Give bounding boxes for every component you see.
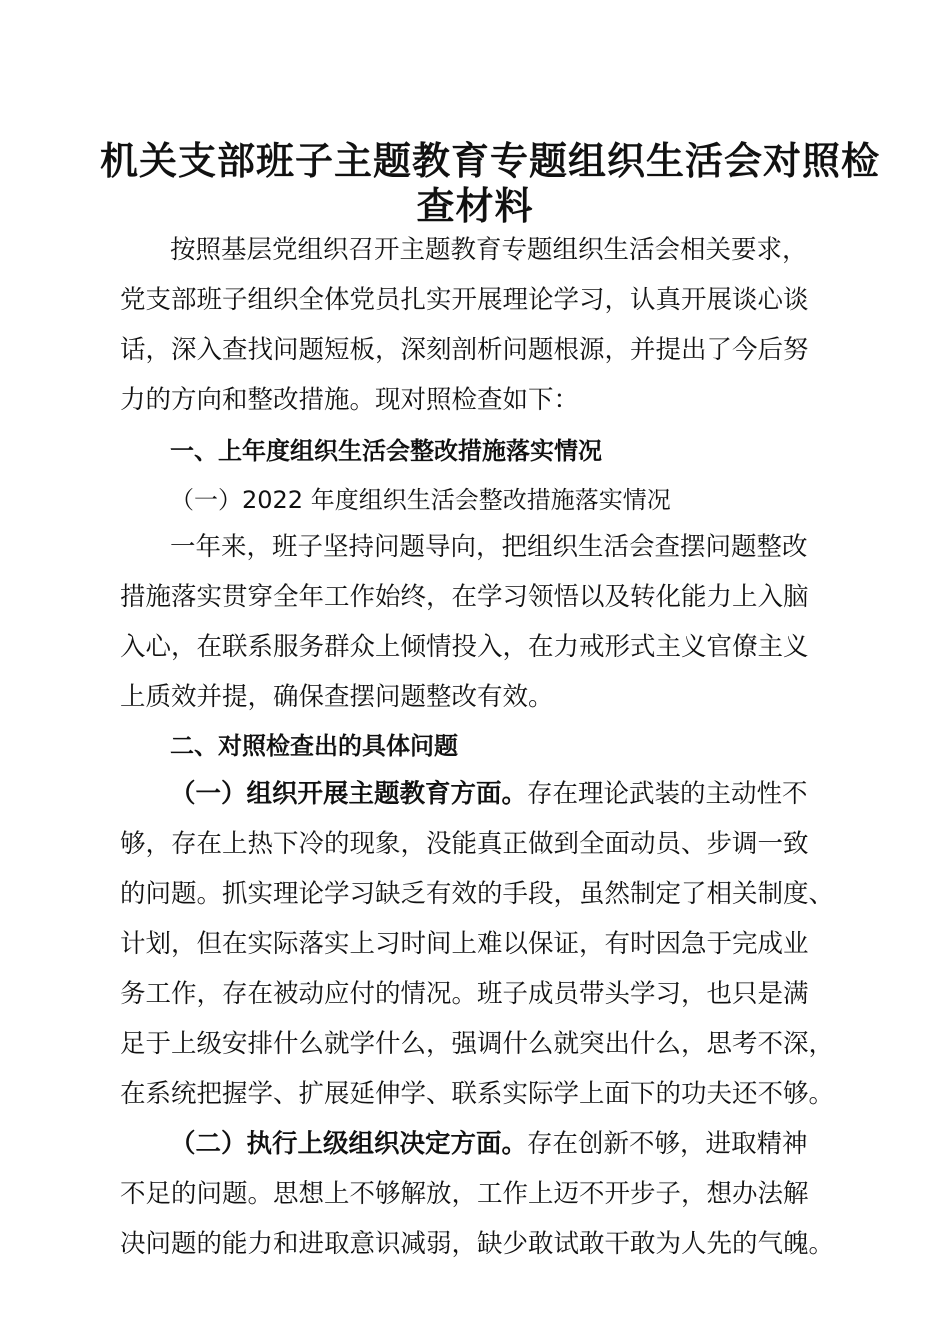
item-1-line-6: 足于上级安排什么就学什么，强调什么就突出什么，思考不深， xyxy=(120,1029,835,1059)
intro-line-2: 党支部班子组织全体党员扎实开展理论学习，认真开展谈心谈 xyxy=(120,285,809,315)
item-2-lead: （二）执行上级组织决定方面。 xyxy=(170,1129,528,1159)
section-1-line-1: 一年来，班子坚持问题导向，把组织生活会查摆问题整改 xyxy=(170,532,808,562)
item-1-line-4: 计划，但在实际落实上习时间上难以保证，有时因急于完成业 xyxy=(120,929,809,959)
intro-line-4: 力的方向和整改措施。现对照检查如下： xyxy=(120,385,580,415)
item-2-line-3: 决问题的能力和进取意识减弱，缺少敢试敢干敢为人先的气魄。 xyxy=(120,1229,835,1259)
section-1-subheading: （一）2022 年度组织生活会整改措施落实情况 xyxy=(170,486,671,514)
section-1-line-3: 入心，在联系服务群众上倾情投入，在力戒形式主义官僚主义 xyxy=(120,632,809,662)
section-1-line-4: 上质效并提，确保查摆问题整改有效。 xyxy=(120,682,554,712)
section-1-line-2: 措施落实贯穿全年工作始终，在学习领悟以及转化能力上入脑 xyxy=(120,582,809,612)
item-1-first-rest: 存在理论武装的主动性不 xyxy=(527,779,808,809)
document-title-line-2: 查材料 xyxy=(416,183,534,228)
item-1-lead: （一）组织开展主题教育方面。 xyxy=(170,779,528,809)
item-2-first-rest: 存在创新不够，进取精神 xyxy=(527,1129,808,1159)
section-1-heading: 一、上年度组织生活会整改措施落实情况 xyxy=(170,437,602,465)
item-1-line-7: 在系统把握学、扩展延伸学、联系实际学上面下的功夫还不够。 xyxy=(120,1079,835,1109)
intro-line-1: 按照基层党组织召开主题教育专题组织生活会相关要求， xyxy=(170,235,808,265)
document-title-line-1: 机关支部班子主题教育专题组织生活会对照检 xyxy=(100,138,881,183)
item-1-line-3: 的问题。抓实理论学习缺乏有效的手段，虽然制定了相关制度、 xyxy=(120,879,835,909)
item-2-line-2: 不足的问题。思想上不够解放，工作上迈不开步子，想办法解 xyxy=(120,1179,809,1209)
item-1-first-line xyxy=(170,772,808,816)
item-1-line-5: 务工作，存在被动应付的情况。班子成员带头学习，也只是满 xyxy=(120,979,809,1009)
section-2-heading: 二、对照检查出的具体问题 xyxy=(170,732,458,760)
item-2-first-line xyxy=(170,1122,808,1166)
intro-line-3: 话，深入查找问题短板，深刻剖析问题根源，并提出了今后努 xyxy=(120,335,809,365)
item-1-line-2: 够，存在上热下冷的现象，没能真正做到全面动员、步调一致 xyxy=(120,829,809,859)
